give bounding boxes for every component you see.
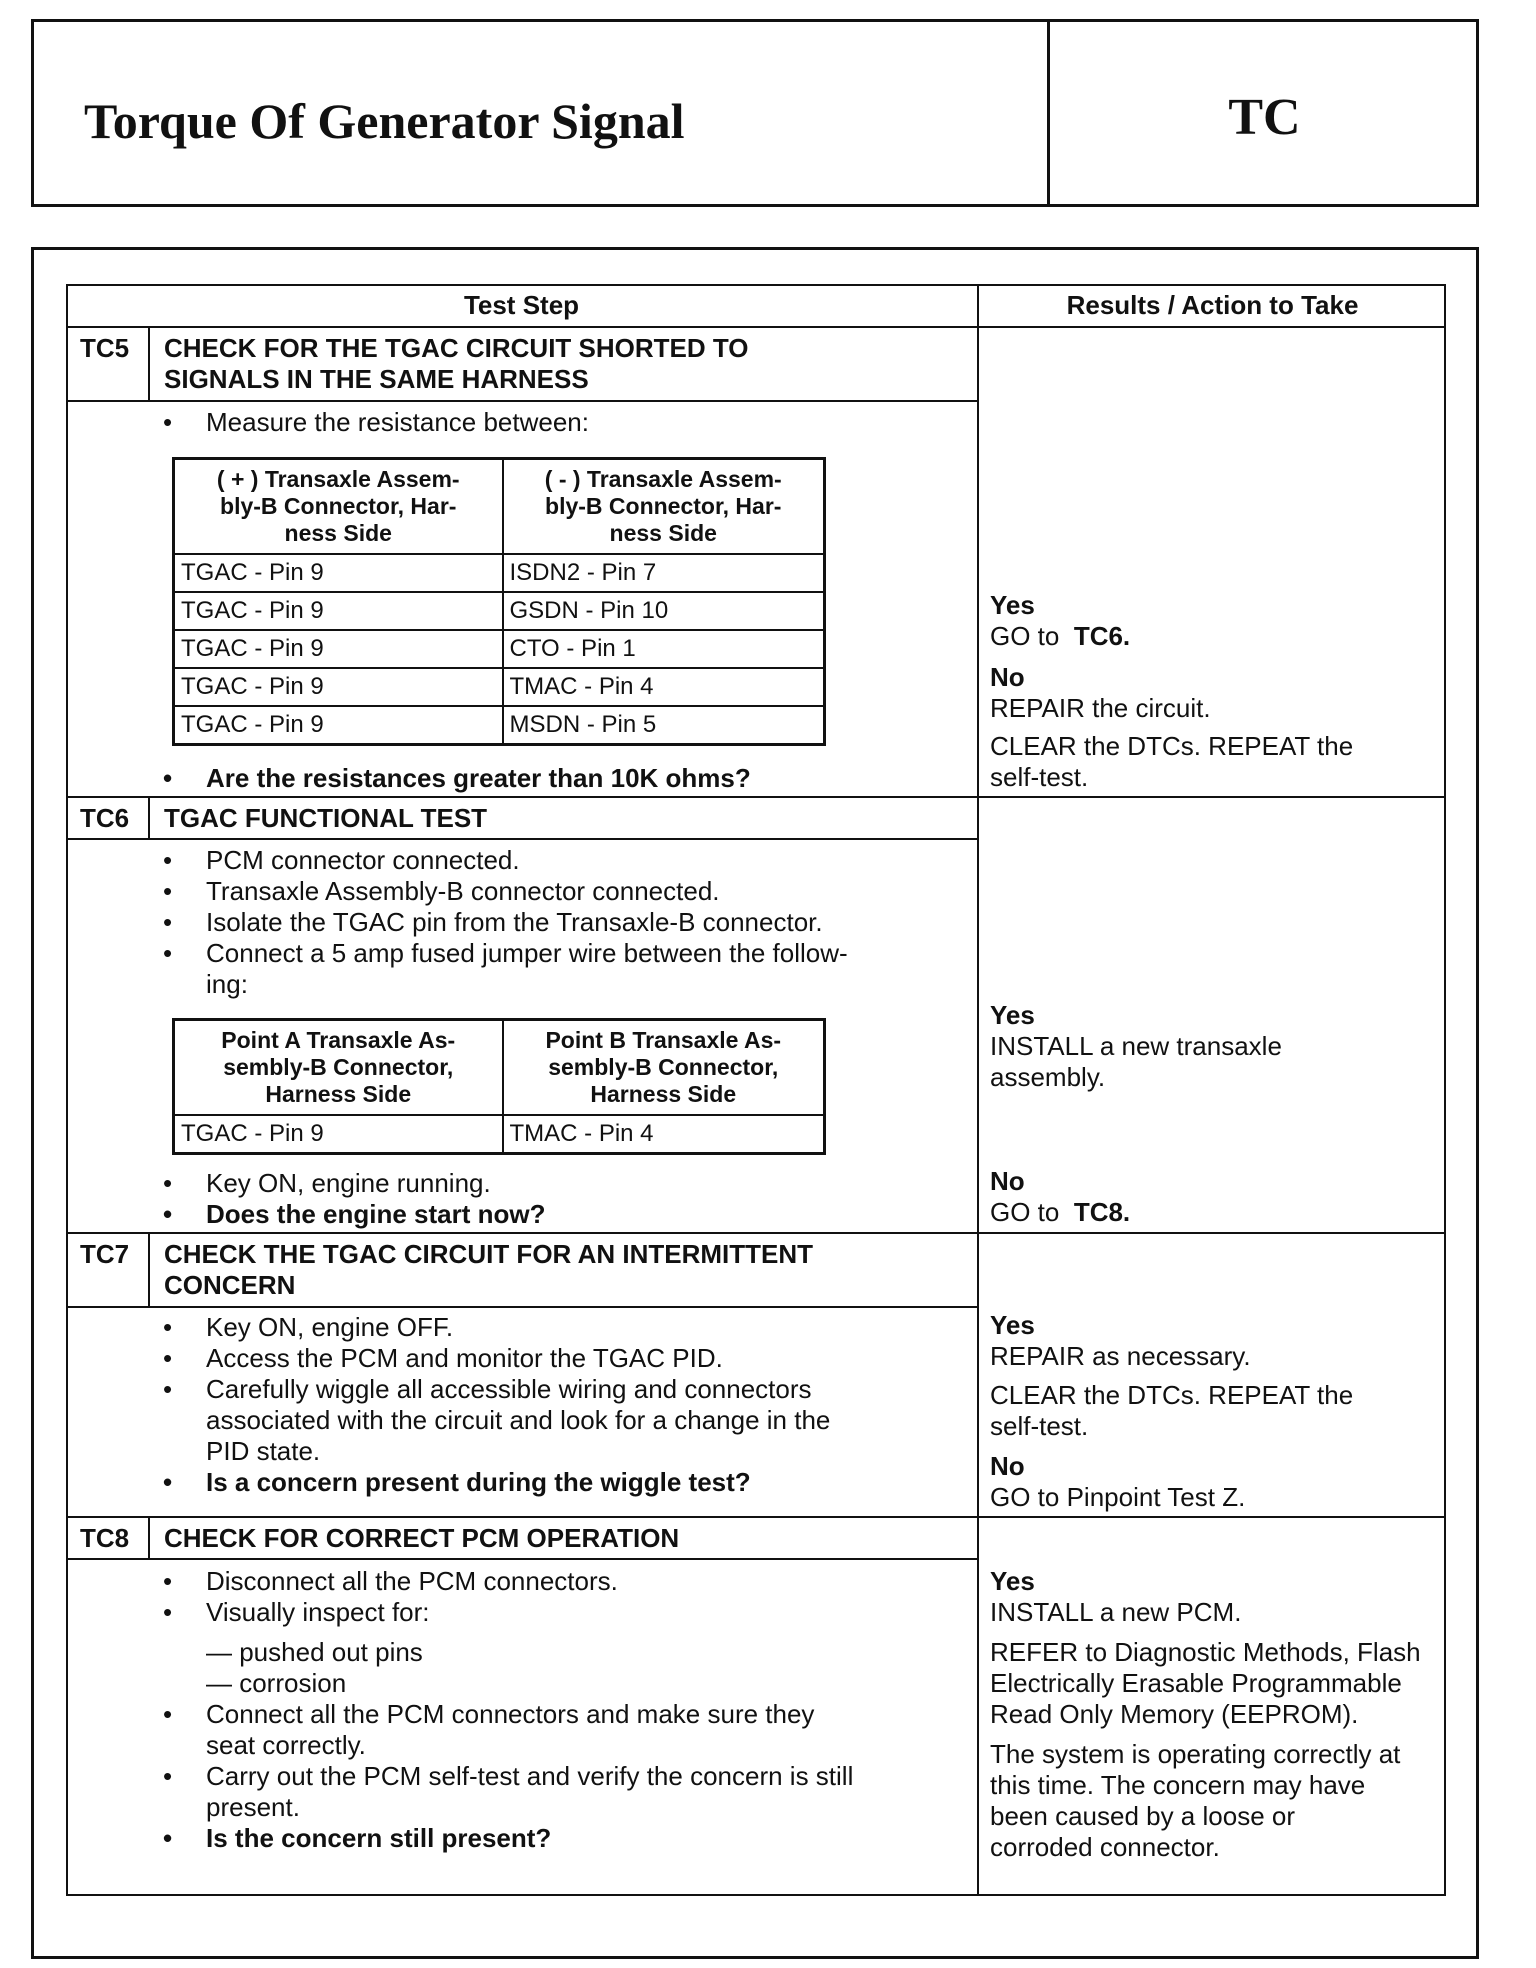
goto-text: GO to: [990, 621, 1060, 651]
tc6-bullet-2: Transaxle Assembly-B connector connected.: [206, 876, 720, 906]
tc8-no-2: this time. The concern may have: [990, 1770, 1366, 1800]
tc5-yes-action: [990, 621, 1130, 652]
table-cell: ISDN2 - Pin 7: [503, 554, 825, 592]
bullet-dot: •: [163, 876, 173, 906]
tc6-top-line: [66, 796, 1446, 798]
header-line: sembly-B Connector,: [223, 1054, 454, 1080]
tc8-step-id: TC8: [80, 1523, 130, 1553]
tc5-id-divider: [148, 326, 150, 400]
tc8-refer-3: Read Only Memory (EEPROM).: [990, 1699, 1359, 1729]
tc5-no-action: REPAIR the circuit.: [990, 693, 1211, 723]
bullet-dot: •: [163, 907, 173, 937]
tc6-bullet-4: Connect a 5 amp fused jumper wire between the follow-: [206, 938, 848, 968]
tc8-no-3: been caused by a loose or: [990, 1801, 1295, 1831]
table-cell: TGAC - Pin 9: [174, 1115, 503, 1154]
table-row: [174, 706, 825, 745]
tc8-no-4: corroded connector.: [990, 1832, 1220, 1862]
tc8-bullet-2: Visually inspect for:: [206, 1597, 430, 1627]
tc6-no-label: No: [990, 1166, 1025, 1196]
tc7-no-label: No: [990, 1451, 1025, 1481]
tc6-step-id: TC6: [80, 803, 130, 833]
tc7-bullet-3-cont-2: PID state.: [206, 1436, 321, 1466]
tc7-yes-action: REPAIR as necessary.: [990, 1341, 1251, 1371]
tc7-bullet-1: Key ON, engine OFF.: [206, 1312, 454, 1342]
goto-step: TC6.: [1073, 621, 1131, 651]
tc5-question: Are the resistances greater than 10K ohms?: [206, 763, 751, 793]
tc5-title-line-2: SIGNALS IN THE SAME HARNESS: [164, 364, 589, 394]
tc8-bullet-4-cont: present.: [206, 1792, 300, 1822]
tc8-bullet-3-cont: seat correctly.: [206, 1730, 366, 1760]
tc8-no-1: The system is operating correctly at: [990, 1739, 1401, 1769]
tc8-bullet-3: Connect all the PCM connectors and make sure they: [206, 1699, 815, 1729]
bullet-dot: •: [163, 1597, 173, 1627]
header-line: ( + ) Transaxle Assem-: [216, 466, 460, 492]
tc7-yes-extra-2: self-test.: [990, 1411, 1089, 1441]
tc7-bullet-3: Carefully wiggle all accessible wiring and connectors: [206, 1374, 812, 1404]
table-row: [174, 668, 825, 706]
tc7-question: Is a concern present during the wiggle test?: [206, 1467, 751, 1497]
page-title: Torque Of Generator Signal: [84, 93, 685, 149]
tc5-header-positive: [174, 459, 503, 555]
bullet-dot: •: [163, 1199, 173, 1229]
tc8-bullet-4: Carry out the PCM self-test and verify the concern is still: [206, 1761, 854, 1791]
header-line: sembly-B Connector,: [548, 1054, 779, 1080]
table-cell: TMAC - Pin 4: [503, 668, 825, 706]
tc5-no-label: No: [990, 662, 1025, 692]
header-line: ( - ) Transaxle Assem-: [544, 466, 782, 492]
tc6-question: Does the engine start now?: [206, 1199, 546, 1229]
tc7-bullet-3-cont-1: associated with the circuit and look for a change in the: [206, 1405, 831, 1435]
bullet-dot: •: [163, 1699, 173, 1729]
tc6-bullet-1: PCM connector connected.: [206, 845, 520, 875]
tc8-bullet-1: Disconnect all the PCM connectors.: [206, 1566, 618, 1596]
bullet-dot: •: [163, 1823, 173, 1853]
header-line: Point B Transaxle As-: [545, 1027, 782, 1053]
table-cell: GSDN - Pin 10: [503, 592, 825, 630]
tc5-yes-label: Yes: [990, 590, 1035, 620]
tc8-refer-1: REFER to Diagnostic Methods, Flash: [990, 1637, 1421, 1667]
bullet-dot: •: [163, 407, 173, 437]
header-line: Harness Side: [590, 1081, 737, 1107]
table-row: [174, 554, 825, 592]
tc5-no-extra-2: self-test.: [990, 762, 1089, 792]
page-header: [31, 19, 1479, 207]
section-code: TC: [1228, 89, 1301, 146]
tc7-step-id: TC7: [80, 1239, 130, 1269]
bullet-dot: •: [163, 1467, 173, 1497]
header-line: Point A Transaxle As-: [221, 1027, 456, 1053]
tc6-jumper-table: [172, 1018, 826, 1155]
bullet-dot: •: [163, 763, 173, 793]
tc8-sub-item-2: — corrosion: [206, 1668, 347, 1698]
tc8-title-line: [66, 1558, 977, 1560]
tc7-id-divider: [148, 1232, 150, 1306]
header-row-line: [66, 326, 1446, 328]
tc8-id-divider: [148, 1516, 150, 1558]
tc8-yes-action: INSTALL a new PCM.: [990, 1597, 1242, 1627]
tc5-title-line-1: CHECK FOR THE TGAC CIRCUIT SHORTED TO: [164, 333, 749, 363]
tc7-no-action: GO to Pinpoint Test Z.: [990, 1482, 1246, 1512]
header-line: ness Side: [609, 520, 717, 546]
header-line: bly-B Connector, Har-: [220, 493, 457, 519]
bullet-dot: •: [163, 1312, 173, 1342]
tc8-sub-item-1: — pushed out pins: [206, 1637, 423, 1667]
table-row: [174, 630, 825, 668]
table-cell: TGAC - Pin 9: [174, 630, 503, 668]
tc6-header-point-b: [503, 1020, 825, 1116]
tc6-yes-line-1: INSTALL a new transaxle: [990, 1031, 1282, 1061]
table-cell: TGAC - Pin 9: [174, 592, 503, 630]
tc5-instruction: Measure the resistance between:: [206, 407, 589, 437]
bullet-dot: •: [163, 938, 173, 968]
tc5-resistance-table: [172, 457, 826, 746]
tc8-yes-label: Yes: [990, 1566, 1035, 1596]
header-line: bly-B Connector, Har-: [545, 493, 782, 519]
tc6-id-divider: [148, 796, 150, 838]
column-header-results: Results / Action to Take: [1066, 290, 1359, 320]
table-row: [174, 592, 825, 630]
tc5-title-line: [66, 400, 977, 402]
tc5-header-negative: [503, 459, 825, 555]
bullet-dot: •: [163, 1168, 173, 1198]
header-line: ness Side: [284, 520, 392, 546]
tc6-title: TGAC FUNCTIONAL TEST: [164, 803, 488, 833]
tc6-yes-line-2: assembly.: [990, 1062, 1106, 1092]
table-cell: MSDN - Pin 5: [503, 706, 825, 745]
bullet-dot: •: [163, 1343, 173, 1373]
tc8-question: Is the concern still present?: [206, 1823, 552, 1853]
bullet-dot: •: [163, 1374, 173, 1404]
tc6-bullet-after: Key ON, engine running.: [206, 1168, 491, 1198]
tc5-no-extra-1: CLEAR the DTCs. REPEAT the: [990, 731, 1354, 761]
bullet-dot: •: [163, 1566, 173, 1596]
tc7-title-line-1: CHECK THE TGAC CIRCUIT FOR AN INTERMITTENT: [164, 1239, 813, 1269]
column-divider: [977, 284, 979, 1896]
table-row: [174, 1115, 825, 1154]
table-cell: TGAC - Pin 9: [174, 706, 503, 745]
tc8-title: CHECK FOR CORRECT PCM OPERATION: [164, 1523, 680, 1553]
table-cell: TMAC - Pin 4: [503, 1115, 825, 1154]
table-cell: TGAC - Pin 9: [174, 554, 503, 592]
table-header-row: [174, 459, 825, 555]
bullet-dot: •: [163, 845, 173, 875]
tc5-step-id: TC5: [80, 333, 130, 363]
goto-step: TC8.: [1073, 1197, 1131, 1227]
tc7-yes-extra-1: CLEAR the DTCs. REPEAT the: [990, 1380, 1354, 1410]
tc7-title-line: [66, 1306, 977, 1308]
table-cell: CTO - Pin 1: [503, 630, 825, 668]
tc6-no-action: [990, 1197, 1130, 1228]
tc7-yes-label: Yes: [990, 1310, 1035, 1340]
tc6-yes-label: Yes: [990, 1000, 1035, 1030]
table-cell: TGAC - Pin 9: [174, 668, 503, 706]
tc6-title-line: [66, 838, 977, 840]
header-line: Harness Side: [265, 1081, 412, 1107]
tc6-bullet-4-cont: ing:: [206, 969, 248, 999]
bullet-dot: •: [163, 1761, 173, 1791]
tc7-top-line: [66, 1232, 1446, 1234]
goto-text: GO to: [990, 1197, 1060, 1227]
tc7-title-line-2: CONCERN: [164, 1270, 296, 1300]
tc6-header-point-a: [174, 1020, 503, 1116]
tc8-top-line: [66, 1516, 1446, 1518]
table-header-row: [174, 1020, 825, 1116]
tc8-refer-2: Electrically Erasable Programmable: [990, 1668, 1402, 1698]
column-header-test-step: Test Step: [463, 290, 580, 320]
tc6-bullet-3: Isolate the TGAC pin from the Transaxle-B connector.: [206, 907, 823, 937]
tc7-bullet-2: Access the PCM and monitor the TGAC PID.: [206, 1343, 723, 1373]
